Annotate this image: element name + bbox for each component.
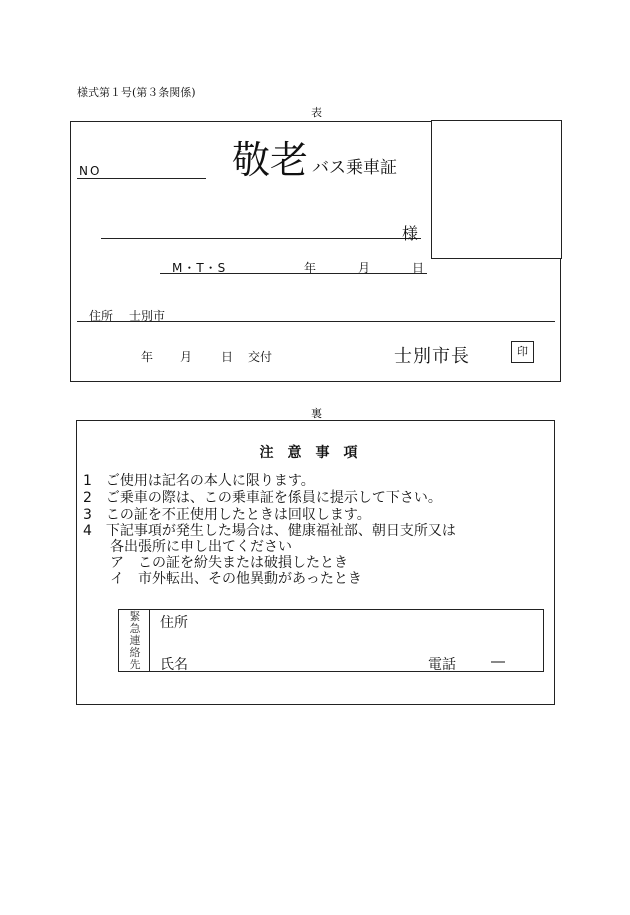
contact-phone-dash: ― [491, 654, 505, 670]
notice-item: 3 この証を不正使用したときは回収します。 [83, 507, 371, 523]
issue-month-label: 月 [180, 350, 193, 364]
pass-title-main: 敬老 [232, 138, 309, 182]
notice-item-continuation: 各出張所に申し出てください [110, 539, 292, 555]
birth-date-field-line [160, 273, 427, 274]
contact-name-label: 氏名 [160, 657, 188, 673]
honorific-label: 様 [402, 224, 419, 243]
address-label: 住所 [89, 309, 114, 323]
address-city-value: 士別市 [129, 309, 166, 323]
birth-day-label: 日 [412, 261, 425, 275]
issue-label: 交付 [248, 350, 273, 364]
birth-year-label: 年 [304, 261, 317, 275]
front-side-label: 表 [311, 106, 322, 119]
pass-title-sub: バス乗車証 [312, 158, 397, 178]
back-side-label: 裏 [311, 407, 322, 420]
emergency-contact-label: 緊急連絡先 [129, 610, 141, 671]
holder-name-field-line [101, 238, 421, 239]
form-number-label: 様式第１号(第３条関係) [77, 86, 196, 99]
notice-item: 1 ご使用は記名の本人に限ります。 [83, 473, 315, 489]
issue-year-label: 年 [141, 350, 154, 364]
notice-title: 注意事項 [259, 445, 372, 461]
birth-era-label: M・T・S [172, 261, 227, 275]
contact-address-label: 住所 [160, 615, 188, 631]
card-number-field-line [77, 178, 206, 179]
address-field-line [77, 321, 555, 322]
emergency-contact-divider [149, 609, 150, 672]
issuer-mayor-label: 士別市長 [394, 346, 470, 367]
notice-item: 4 下記事項が発生した場合は、健康福祉部、朝日支所又は [83, 523, 456, 539]
contact-phone-label: 電話 [428, 657, 456, 673]
notice-item: 2 ご乗車の際は、この乗車証を係員に提示して下さい。 [83, 490, 442, 506]
notice-subitem: イ 市外転出、その他異動があったとき [110, 571, 362, 587]
notice-subitem: ア この証を紛失または破損したとき [110, 555, 348, 571]
birth-month-label: 月 [358, 261, 371, 275]
photo-box [431, 120, 562, 259]
seal-stamp-box: 印 [511, 341, 534, 363]
issue-day-label: 日 [221, 350, 234, 364]
card-number-label: NO [79, 164, 102, 178]
